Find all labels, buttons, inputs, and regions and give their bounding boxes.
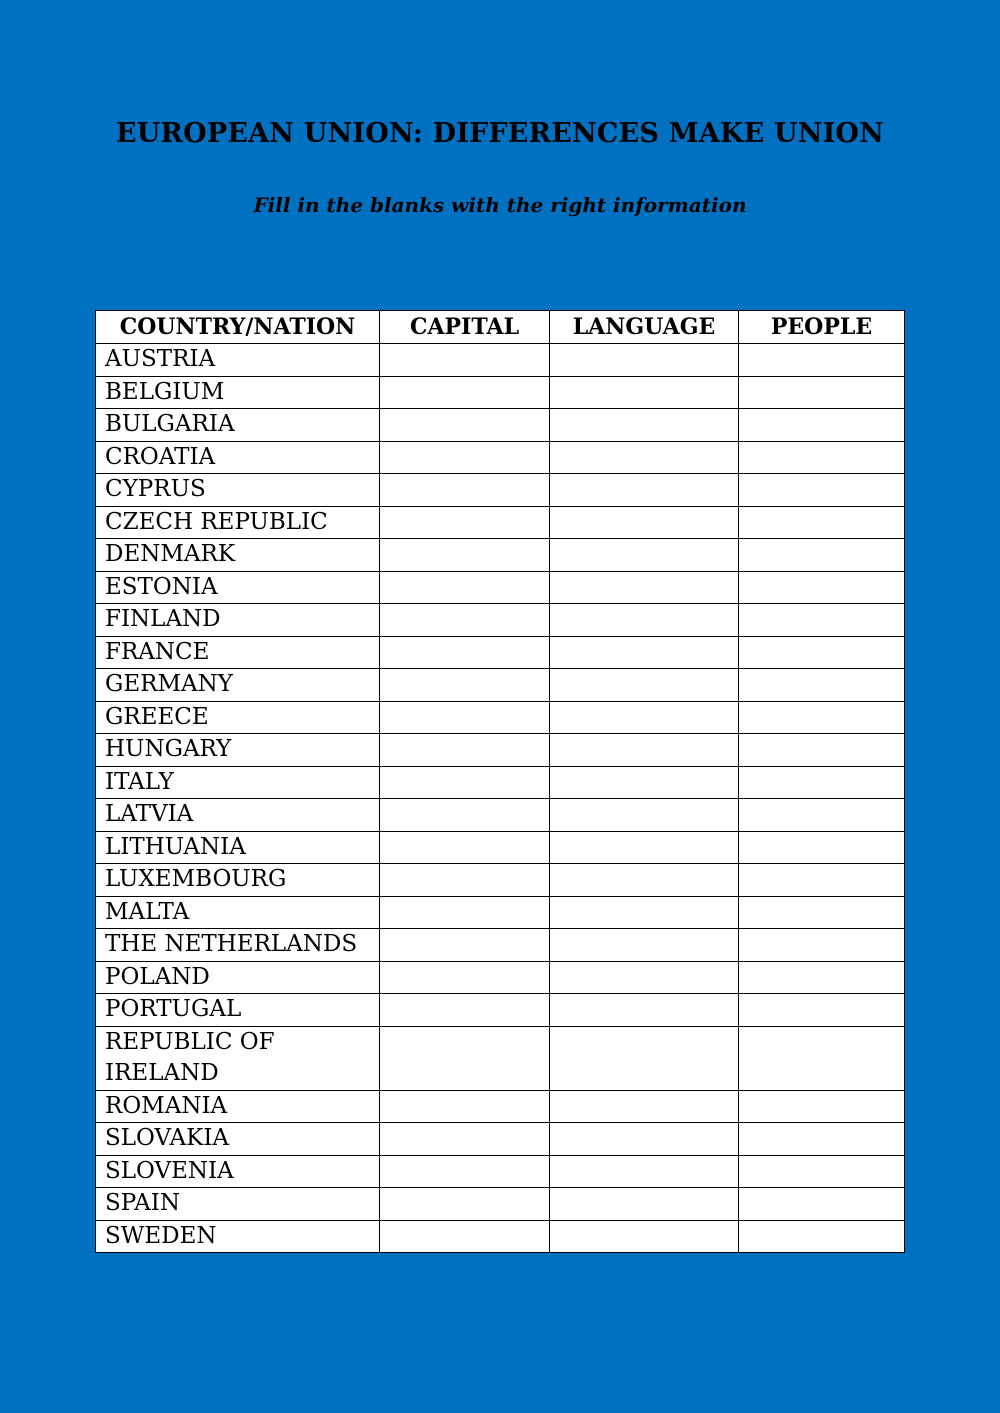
people-blank-cell[interactable] <box>739 1090 905 1123</box>
country-name-cell: MALTA <box>96 896 380 929</box>
country-name-cell: BULGARIA <box>96 409 380 442</box>
country-name-cell: FRANCE <box>96 636 380 669</box>
people-blank-cell[interactable] <box>739 571 905 604</box>
language-blank-cell[interactable] <box>550 636 739 669</box>
country-name-cell: LUXEMBOURG <box>96 864 380 897</box>
worksheet-title: EUROPEAN UNION: DIFFERENCES MAKE UNION <box>115 118 885 149</box>
table-row <box>96 474 905 507</box>
capital-blank-cell[interactable] <box>380 1026 550 1090</box>
country-name-cell: LITHUANIA <box>96 831 380 864</box>
language-blank-cell[interactable] <box>550 376 739 409</box>
column-header-language: LANGUAGE <box>550 311 739 344</box>
capital-blank-cell[interactable] <box>380 506 550 539</box>
language-blank-cell[interactable] <box>550 929 739 962</box>
table-row <box>96 1220 905 1253</box>
people-blank-cell[interactable] <box>739 929 905 962</box>
country-name-cell: FINLAND <box>96 604 380 637</box>
people-blank-cell[interactable] <box>739 539 905 572</box>
country-name-cell: SLOVENIA <box>96 1155 380 1188</box>
people-blank-cell[interactable] <box>739 994 905 1027</box>
table-row <box>96 1090 905 1123</box>
capital-blank-cell[interactable] <box>380 799 550 832</box>
people-blank-cell[interactable] <box>739 1155 905 1188</box>
table-row <box>96 506 905 539</box>
country-name-cell: REPUBLIC OF IRELAND <box>96 1026 380 1090</box>
language-blank-cell[interactable] <box>550 441 739 474</box>
table-row <box>96 344 905 377</box>
table-row <box>96 994 905 1027</box>
table-row <box>96 1155 905 1188</box>
capital-blank-cell[interactable] <box>380 636 550 669</box>
capital-blank-cell[interactable] <box>380 1155 550 1188</box>
language-blank-cell[interactable] <box>550 1220 739 1253</box>
table-row <box>96 799 905 832</box>
country-name-cell: ESTONIA <box>96 571 380 604</box>
capital-blank-cell[interactable] <box>380 376 550 409</box>
language-blank-cell[interactable] <box>550 701 739 734</box>
capital-blank-cell[interactable] <box>380 701 550 734</box>
capital-blank-cell[interactable] <box>380 864 550 897</box>
table-row <box>96 864 905 897</box>
country-table <box>95 310 905 1253</box>
country-name-cell: ROMANIA <box>96 1090 380 1123</box>
language-blank-cell[interactable] <box>550 1155 739 1188</box>
language-blank-cell[interactable] <box>550 506 739 539</box>
capital-blank-cell[interactable] <box>380 896 550 929</box>
country-name-cell: DENMARK <box>96 539 380 572</box>
column-header-capital: CAPITAL <box>380 311 550 344</box>
people-blank-cell[interactable] <box>739 376 905 409</box>
people-blank-cell[interactable] <box>739 864 905 897</box>
language-blank-cell[interactable] <box>550 766 739 799</box>
country-name-cell: CYPRUS <box>96 474 380 507</box>
language-blank-cell[interactable] <box>550 799 739 832</box>
people-blank-cell[interactable] <box>739 344 905 377</box>
language-blank-cell[interactable] <box>550 994 739 1027</box>
table-row <box>96 896 905 929</box>
people-blank-cell[interactable] <box>739 896 905 929</box>
country-name-cell: GERMANY <box>96 669 380 702</box>
capital-blank-cell[interactable] <box>380 539 550 572</box>
language-blank-cell[interactable] <box>550 571 739 604</box>
column-header-country: COUNTRY/NATION <box>96 311 380 344</box>
table-row <box>96 441 905 474</box>
people-blank-cell[interactable] <box>739 734 905 767</box>
people-blank-cell[interactable] <box>739 636 905 669</box>
capital-blank-cell[interactable] <box>380 1188 550 1221</box>
people-blank-cell[interactable] <box>739 604 905 637</box>
language-blank-cell[interactable] <box>550 961 739 994</box>
country-name-cell: CROATIA <box>96 441 380 474</box>
country-name-cell: PORTUGAL <box>96 994 380 1027</box>
country-name-cell: SPAIN <box>96 1188 380 1221</box>
language-blank-cell[interactable] <box>550 474 739 507</box>
capital-blank-cell[interactable] <box>380 994 550 1027</box>
language-blank-cell[interactable] <box>550 831 739 864</box>
table-row <box>96 734 905 767</box>
capital-blank-cell[interactable] <box>380 441 550 474</box>
country-name-cell: THE NETHERLANDS <box>96 929 380 962</box>
table-row <box>96 571 905 604</box>
language-blank-cell[interactable] <box>550 734 739 767</box>
table-header-row <box>96 311 905 344</box>
country-name-cell: CZECH REPUBLIC <box>96 506 380 539</box>
table-row <box>96 1123 905 1156</box>
people-blank-cell[interactable] <box>739 409 905 442</box>
people-blank-cell[interactable] <box>739 1188 905 1221</box>
table-row <box>96 409 905 442</box>
table-row <box>96 766 905 799</box>
country-name-cell: POLAND <box>96 961 380 994</box>
capital-blank-cell[interactable] <box>380 344 550 377</box>
country-name-cell: BELGIUM <box>96 376 380 409</box>
capital-blank-cell[interactable] <box>380 571 550 604</box>
capital-blank-cell[interactable] <box>380 604 550 637</box>
table-body <box>96 344 905 1253</box>
language-blank-cell[interactable] <box>550 896 739 929</box>
language-blank-cell[interactable] <box>550 1026 739 1090</box>
table-row <box>96 376 905 409</box>
table-row <box>96 929 905 962</box>
language-blank-cell[interactable] <box>550 669 739 702</box>
country-name-cell: LATVIA <box>96 799 380 832</box>
country-name-cell: SLOVAKIA <box>96 1123 380 1156</box>
worksheet-instructions: Fill in the blanks with the right information <box>253 193 747 217</box>
people-blank-cell[interactable] <box>739 669 905 702</box>
capital-blank-cell[interactable] <box>380 669 550 702</box>
people-blank-cell[interactable] <box>739 701 905 734</box>
country-name-cell: SWEDEN <box>96 1220 380 1253</box>
people-blank-cell[interactable] <box>739 766 905 799</box>
language-blank-cell[interactable] <box>550 344 739 377</box>
capital-blank-cell[interactable] <box>380 1123 550 1156</box>
language-blank-cell[interactable] <box>550 1123 739 1156</box>
people-blank-cell[interactable] <box>739 831 905 864</box>
people-blank-cell[interactable] <box>739 441 905 474</box>
capital-blank-cell[interactable] <box>380 409 550 442</box>
table-row <box>96 604 905 637</box>
country-name-cell: HUNGARY <box>96 734 380 767</box>
country-name-cell: AUSTRIA <box>96 344 380 377</box>
people-blank-cell[interactable] <box>739 1026 905 1090</box>
table-row <box>96 831 905 864</box>
language-blank-cell[interactable] <box>550 864 739 897</box>
table-row <box>96 701 905 734</box>
capital-blank-cell[interactable] <box>380 734 550 767</box>
capital-blank-cell[interactable] <box>380 961 550 994</box>
capital-blank-cell[interactable] <box>380 929 550 962</box>
people-blank-cell[interactable] <box>739 474 905 507</box>
table-row <box>96 669 905 702</box>
table-row <box>96 961 905 994</box>
people-blank-cell[interactable] <box>739 1220 905 1253</box>
language-blank-cell[interactable] <box>550 409 739 442</box>
language-blank-cell[interactable] <box>550 539 739 572</box>
table-row <box>96 539 905 572</box>
table-row <box>96 1188 905 1221</box>
people-blank-cell[interactable] <box>739 799 905 832</box>
capital-blank-cell[interactable] <box>380 831 550 864</box>
people-blank-cell[interactable] <box>739 961 905 994</box>
capital-blank-cell[interactable] <box>380 474 550 507</box>
country-name-cell: GREECE <box>96 701 380 734</box>
country-name-cell: ITALY <box>96 766 380 799</box>
capital-blank-cell[interactable] <box>380 1090 550 1123</box>
people-blank-cell[interactable] <box>739 506 905 539</box>
language-blank-cell[interactable] <box>550 1188 739 1221</box>
table-row <box>96 1026 905 1090</box>
capital-blank-cell[interactable] <box>380 766 550 799</box>
language-blank-cell[interactable] <box>550 1090 739 1123</box>
capital-blank-cell[interactable] <box>380 1220 550 1253</box>
people-blank-cell[interactable] <box>739 1123 905 1156</box>
table-row <box>96 636 905 669</box>
language-blank-cell[interactable] <box>550 604 739 637</box>
column-header-people: PEOPLE <box>739 311 905 344</box>
